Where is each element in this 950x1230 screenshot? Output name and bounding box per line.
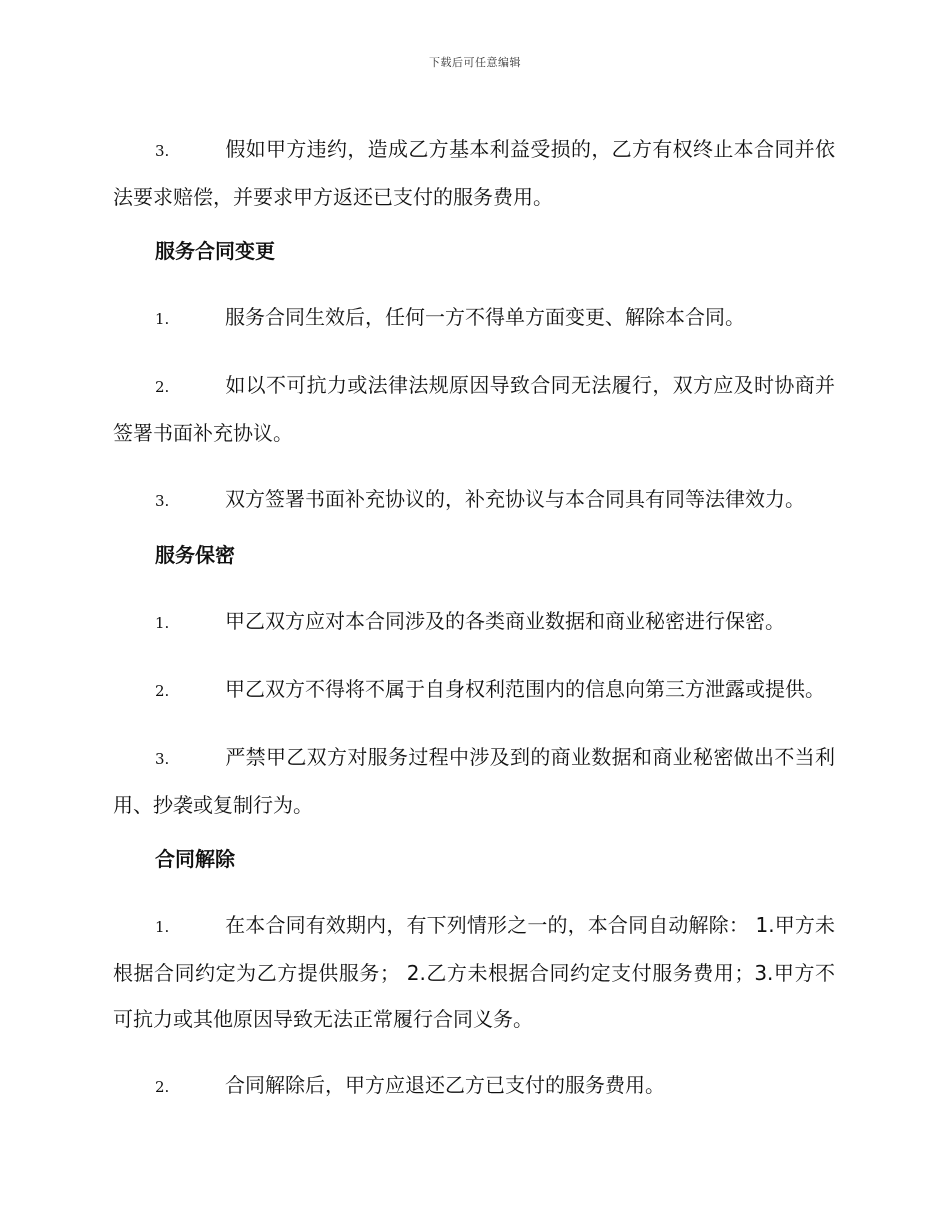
clause-text: 甲乙双方应对本合同涉及的各类商业数据和商业秘密进行保密。 <box>225 609 785 633</box>
clause-number: 3. <box>155 492 170 510</box>
clause-text: 合同解除后，甲方应退还乙方已支付的服务费用。 <box>225 1073 665 1097</box>
clause-item <box>113 126 835 220</box>
clause-text: 假如甲方违约，造成乙方基本利益受损的，乙方有权终止本合同并依法要求赔偿，并要求甲方返还已支付的服务费用。 <box>113 137 835 209</box>
clause-item <box>113 476 835 524</box>
section-title: 服务保密 <box>155 543 235 567</box>
clause-text: 甲乙双方不得将不属于自身权利范围内的信息向第三方泄露或提供。 <box>225 677 825 701</box>
clause-number: 2. <box>155 682 170 700</box>
document-body <box>113 106 835 1118</box>
clause-text: 在本合同有效期内，有下列情形之一的，本合同自动解除： 1.甲方未根据合同约定为乙方提供服务； 2.乙方未根据合同约定支付服务费用；3.甲方不可抗力或其他原因导致无法正常履行合同义务。 <box>113 913 835 1031</box>
section-title: 合同解除 <box>155 847 235 871</box>
clause-item <box>113 734 835 828</box>
clause-number: 3. <box>155 750 170 768</box>
clause-number: 1. <box>155 310 170 328</box>
clause-number: 2. <box>155 1078 170 1096</box>
clause-number: 3. <box>155 142 170 160</box>
clause-text: 如以不可抗力或法律法规原因导致合同无法履行，双方应及时协商并签署书面补充协议。 <box>113 373 835 445</box>
clause-item <box>113 294 835 342</box>
clause-item <box>113 666 835 714</box>
clause-text: 双方签署书面补充协议的，补充协议与本合同具有同等法律效力。 <box>225 487 805 511</box>
clause-item <box>113 902 835 1042</box>
clause-number: 2. <box>155 378 170 396</box>
page-header: 下载后可任意编辑 <box>429 56 521 69</box>
clause-number: 1. <box>155 614 170 632</box>
clause-item <box>113 598 835 646</box>
clause-number: 1. <box>155 918 170 936</box>
section-title: 服务合同变更 <box>155 239 275 263</box>
clause-text: 服务合同生效后，任何一方不得单方面变更、解除本合同。 <box>225 305 745 329</box>
clause-item <box>113 1062 835 1110</box>
clause-text: 严禁甲乙双方对服务过程中涉及到的商业数据和商业秘密做出不当利用、抄袭或复制行为。 <box>113 745 835 817</box>
clause-item <box>113 362 835 456</box>
